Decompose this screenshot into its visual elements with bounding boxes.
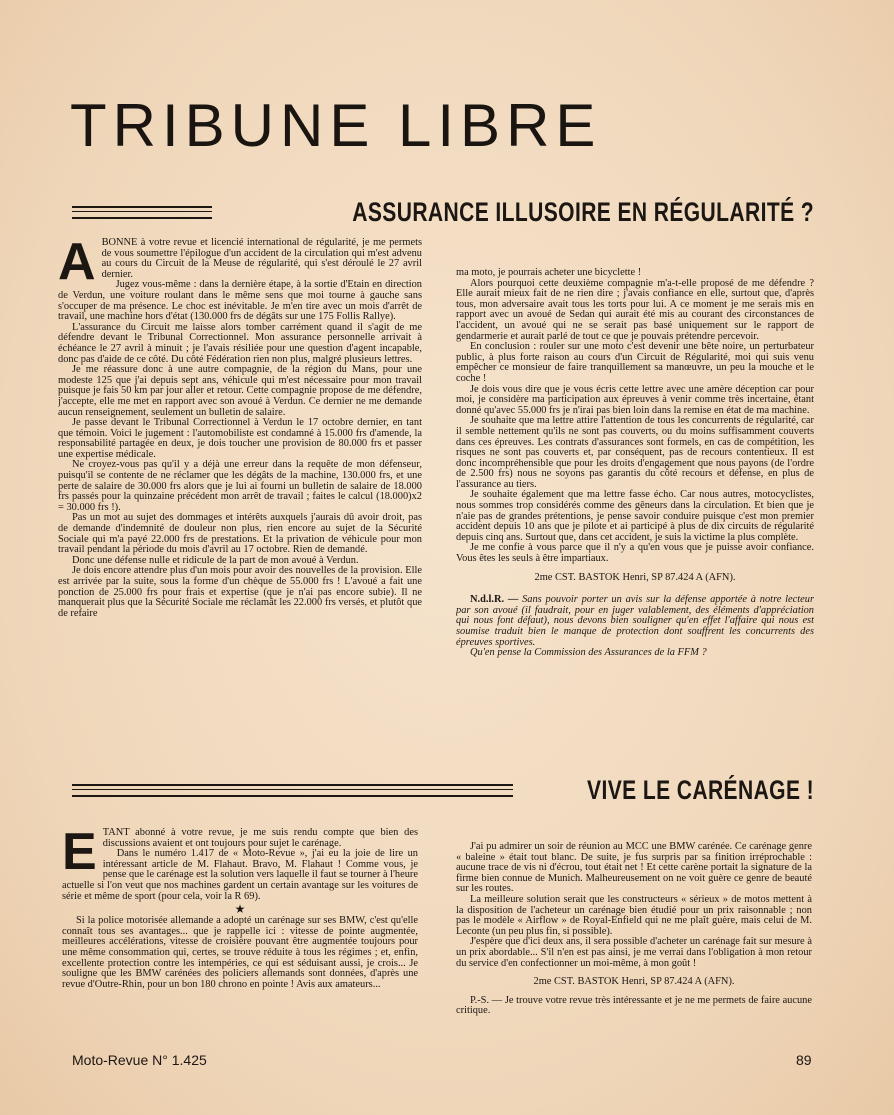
star-separator: ★ [234,902,246,917]
article-paragraph: Je dois encore attendre plus d'un mois pour avoir des nouvelles de la provision. Elle est arrivée par la suite, sous la forme d'un chèque de 55.000 frs ! L'avoué a fait une ponction de 25.000 frs pour frais et expertise (que je n'ai pas encore subie). Il ne manquerait plus que la Sécurité Sociale me réclamât les 22.000 frs versés, et plutôt que de refaire [58,565,422,619]
article2-headline: VIVE LE CARÉNAGE ! [586,775,814,805]
article1-signature: 2me CST. BASTOK Henri, SP 87.424 A (AFN). [534,571,736,583]
article-paragraph: BONNE à votre revue et licencié international de régularité, je me permets de vous soumettre l'épilogue d'un accident de la circulation qui m'est advenu au cours du Circuit de la Meuse de régularité, qui s'est déroulé le 27 avril dernier. [101,238,422,280]
article-paragraph: Donc une défense nulle et ridicule de la part de mon avoué à Verdun. [72,554,359,566]
editor-note-label: N.d.l.R. — [470,594,519,606]
article-paragraph: L'assurance du Circuit me laisse alors tomber carrément quand il s'agit de me défendre devant le Tribunal Correctionnel. Mon assurance personnelle arrivait à échéance le 27 avril à minuit ; je l'avais résiliée pour une question d'agent incapable, donc pas d'aide de ce côté. Du côté Fédération rien non plus, malgré plusieurs lettres. [58,321,422,365]
article-paragraph: Je me confie à vous parce que il n'y a qu'en vous que je puisse avoir confiance. Vous êtes les seuls à être impartiaux. [456,542,814,565]
article1-header [72,197,814,228]
article-paragraph: La meilleure solution serait que les constructeurs « sérieux » de motos mettent à la disposition de l'acheteur un carénage bien étudié pour un prix raisonnable ; non pas le modèle « Airflow » de Royal-Enfield qui ne me plaît guère, mais celui de M. Leconte (un peu plus fin, si possible). [456,893,812,937]
article-paragraph: Dans le numéro 1.417 de « Moto-Revue », j'ai eu la joie de lire un intéressant article de M. Flahaut. Bravo, M. Flahaut ! Comme vous, je pense que le carénage est la solution vers laquelle il faut se tourner à l'heure actuelle si l'on veut que nos machines gardent un certain avantage sur les voitures de série et même de sport (pour cela, voir la R 69). [62,848,418,902]
article2-left-column [62,828,418,1040]
article2-postscript: P.-S. — Je trouve votre revue très intéressante et je ne me permets de faire aucune critique. [456,994,812,1017]
editor-note-text: Sans pouvoir porter un avis sur la défense apportée à notre lecteur par son avoué (il faudrait, pour en juger valablement, des éléments d'appréciation qui nous font défaut), nous devons bien souligner qu'en effet l'affaire qui nous est soumise traduit bien le manque de protection dont souffrent les concurrents des épreuves sportives. [456,594,814,648]
article-paragraph: ma moto, je pourrais acheter une bicyclette ! [456,268,642,278]
article2-signature: 2me CST. BASTOK Henri, SP 87.424 A (AFN). [533,976,735,988]
article-paragraph: J'espère que d'ici deux ans, il sera possible d'acheter un carénage fait sur mesure à un prix abordable... S'il n'en est pas ainsi, je me verrai dans l'obligation à mon retour du service d'en confectionner un moi-même, à mon goût ! [456,936,812,969]
article2-header [72,775,814,806]
article-paragraph: Je dois vous dire que je vous écris cette lettre avec une amère déception car pour moi, je considère ma participation aux épreuves à venir comme très incertaine, étant donné qu'avec 55.000 frs je n'irai pas bien loin dans la remise en état de ma machine. [456,383,814,416]
article2-right-paragraphs [456,842,812,969]
article1-dropcap: A [58,238,96,291]
article-paragraph: Alors pourquoi cette deuxième compagnie m'a-t-elle proposé de me défendre ? Elle aurait mieux fait de ne rien dire ; j'avais confiance en elle, surtout que, d'après tous, mon adversaire avait tous les torts pour lui. A ce moment je me serais mis en rapport avec un avoué de Sedan qui aurait été mis au courant des circonstances de l'accident, un avoué qui ne se serait pas basé uniquement sur le rapport de gendarmerie et aurait parlé de tout ce que je pouvais prétendre percevoir. [456,277,814,342]
article-paragraph: Je souhaite que ma lettre attire l'attention de tous les concurrents de régularité, car il semble nettement qu'ils ne sont pas couverts, ou du moins suffisamment couverts dans ces épreuves. Les contrats d'assurances sont formels, en cas de compétition, les risques ne sont pas couverts et, par conséquent, pas de recours contentieux. Il est donc incompréhensible que pour les droits d'engagement que nous payons (de l'ordre de 2.500 frs) nous ne soyons pas garantis du côté recours et défense, en plus de l'assurance au tiers. [456,415,814,490]
editor-note-question: Qu'en pense la Commission des Assurances de la FFM ? [470,647,707,659]
header-rule [72,206,212,219]
article1-right-column [456,268,814,728]
article-paragraph: Pas un mot au sujet des dommages et intérêts auxquels j'aurais dû avoir droit, pas de demande d'indemnité de douleur non plus, rien encore au sujet de la Sécurité Sociale qui m'a payé 22.000 frs de prestations. Et la privation de véhicule pour mon travail pendant la période du mois d'avril au 17 octobre. Rien de demandé. [58,512,422,556]
article-paragraph: En conclusion : rouler sur une moto c'est devenir une bête noire, un perturbateur public, à plus forte raison au cours d'un Circuit de Régularité, moi qui suis venu empêcher ce monsieur de faire tranquillement sa manœuvre, un peu la mouche et le coche ! [456,341,814,384]
footer-issue: Moto-Revue N° 1.425 [72,1052,207,1068]
article-paragraph: Ne croyez-vous pas qu'il y a déjà une erreur dans la requête de mon défenseur, puisqu'il se contente de ne réclamer que les dégâts de la machine, 130.000 frs, et une perte de salaire de 30.000 frs alors que je lui ai fourni un bulletin de salaire de 18.000 frs passés pour la quinzaine précédent mon arrêt de travail ; faites le calcul (18.000)x2 = 30.000 frs !). [58,459,422,513]
article-paragraph: J'ai pu admirer un soir de réunion au MCC une BMW carénée. Ce carénage genre « baleine » était tout blanc. De suite, je fus surpris par sa finition irréprochable : aucune trace de vis ni d'écrou, tout était net ! Et cette carène portait la signature de la firme bien connue de Munich. Malheureusement on ne voit guère ce genre de beauté sur les routes. [456,842,812,895]
article-paragraph: Je souhaite également que ma lettre fasse écho. Car nous autres, motocyclistes, nous sommes trop considérés comme des gêneurs dans la circulation. Et bien que je n'aie pas de grandes prétentions, je pense savoir conduire puisque c'est mon premier accident depuis 10 ans que je pilote et ai participé à plus de dix circuits de régularité depuis cinq ans. Surtout que, dans cet accident, je suis la victime la plus complète. [456,489,814,543]
article1-right-paragraphs [456,268,814,565]
editor-note [456,595,814,648]
article2-dropcap: E [62,828,97,881]
article-paragraph: TANT abonné à votre revue, je me suis rendu compte que bien des discussions avaient et ont toujours pour sujet le carénage. [102,828,418,849]
header-rule [72,784,513,797]
article-paragraph: Jugez vous-même : dans la dernière étape, à la sortie d'Etain en direction de Verdun, une voiture roulant dans le même sens que moi tourne à gauche sans s'occuper de ma présence. Le choc est inévitable. Je m'en tire avec un mois d'arrêt de travail, une machine hors d'état (130.000 frs de dégâts sur une 175 Follis Rallye). [58,279,422,323]
article-paragraph: Je passe devant le Tribunal Correctionnel à Verdun le 17 octobre dernier, en tant que témoin. Voici le jugement : l'automobiliste est condamné à 15.000 frs d'amende, la responsabilité partagée en deux, je dois toucher une provision de 80.000 frs et passer une expertise médicale. [58,417,422,460]
article2-right-column [456,842,812,1042]
page-number: 89 [796,1052,812,1068]
article-paragraph: Si la police motorisée allemande a adopté un carénage sur ses BMW, c'est qu'elle connaît tous ses avantages... que je rappelle ici : vitesse de pointe augmentée, meilleures accélérations, vitesse de croisière pouvant être augmentée toujours pour une même consommation qui, certes, se trouve réduite à tous les régimes ; et, enfin, excellente protection contre les intempéries, ce qui est séduisant aussi, je crois... Je souligne que les BMW carénées des policiers allemands sont données, d'après une revue d'Outre-Rhin, pour un bon 180 chrono en pointe ! Avis aux amateurs... [62,915,418,990]
article-paragraph: Je me réassure donc à une autre compagnie, de la région du Mans, pour une modeste 125 que j'ai depuis sept ans, véhicule qui m'est nécessaire pour mon travail puisque je fais 50 km par jour aller et retour. Cette compagnie propose de me défendre, j'accepte, elle me met en rapport avec son avoué à Verdun. Ce dernier ne me demande aucun renseignement, seulement un bulletin de salaire. [58,364,422,418]
article1-left-column [58,238,422,726]
page-title: TRIBUNE LIBRE [70,92,602,159]
article1-headline: ASSURANCE ILLUSOIRE EN RÉGULARITÉ ? [352,197,814,227]
